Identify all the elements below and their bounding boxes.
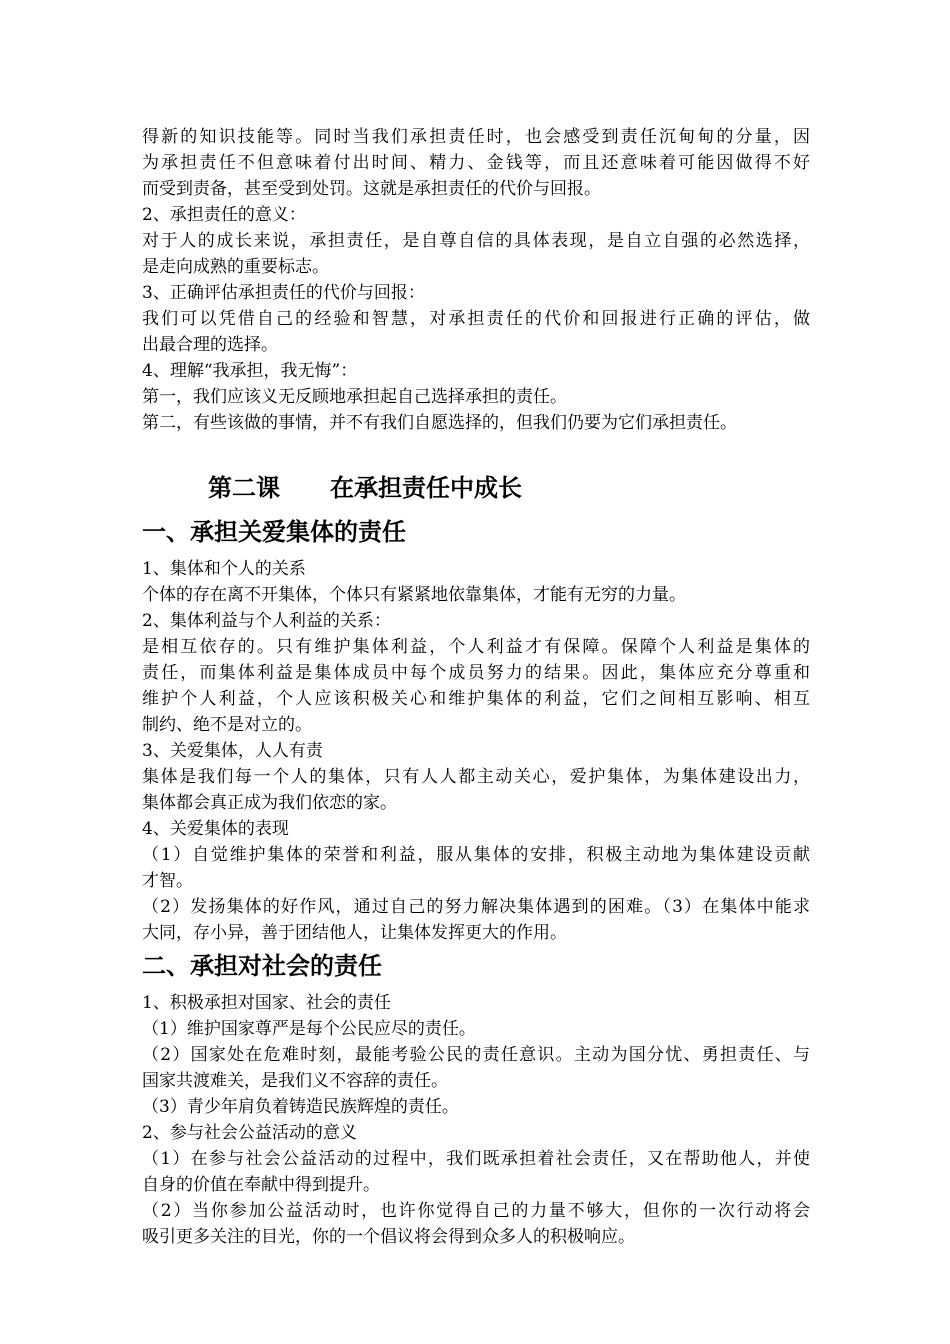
paragraph-line: （2）国家处在危难时刻，最能考验公民的责任意识。主动为国分忧、勇担责任、与 [142, 1045, 810, 1065]
paragraph-line: 集体是我们每一个人的集体，只有人人都主动关心，爱护集体，为集体建设出力， [142, 767, 810, 787]
intro-block [142, 124, 810, 436]
numbered-item-heading: 1、集体和个人的关系 [142, 559, 306, 579]
paragraph-line: 吸引更多关注的目光，你的一个倡议将会得到众多人的积极响应。 [142, 1227, 635, 1247]
paragraph-line: 第一，我们应该义无反顾地承担起自己选择承担的责任。 [142, 387, 567, 407]
section-heading: 一、承担关爱集体的责任 [142, 518, 406, 546]
lesson-title [142, 470, 810, 506]
section-body [142, 990, 810, 1250]
paragraph-line: 责任，而集体利益是集体成员中每个成员努力的结果。因此，集体应充分尊重和 [142, 663, 810, 683]
paragraph-line: 制约、绝不是对立的。 [142, 715, 312, 735]
paragraph-line: 第二，有些该做的事情，并不有我们自愿选择的，但我们仍要为它们承担责任。 [142, 413, 737, 433]
paragraph-line: 是走向成熟的重要标志。 [142, 257, 329, 277]
paragraph-line: 是相互依存的。只有维护集体利益，个人利益才有保障。保障个人利益是集体的 [142, 637, 810, 657]
numbered-item-heading: 3、正确评估承担责任的代价与回报： [142, 283, 425, 303]
lesson-name: 在承担责任中成长 [330, 474, 522, 502]
paragraph-line: （1）自觉维护集体的荣誉和利益，服从集体的安排，积极主动地为集体建设贡献 [142, 845, 810, 865]
lesson-number: 第二课 [208, 474, 280, 502]
paragraph-line: 我们可以凭借自己的经验和智慧，对承担责任的代价和回报进行正确的评估，做 [142, 309, 810, 329]
paragraph-line: 集体都会真正成为我们依恋的家。 [142, 793, 397, 813]
paragraph-line: 而受到责备，甚至受到处罚。这就是承担责任的代价与回报。 [142, 179, 601, 199]
paragraph-line: 对于人的成长来说，承担责任，是自尊自信的具体表现，是自立自强的必然选择， [142, 231, 810, 251]
paragraph-line: （1）维护国家尊严是每个公民应尽的责任。 [142, 1019, 476, 1039]
paragraph-line: 个体的存在离不开集体，个体只有紧紧地依靠集体，才能有无穷的力量。 [142, 585, 686, 605]
section-heading: 二、承担对社会的责任 [142, 952, 382, 980]
document-page [142, 124, 810, 1250]
numbered-item-heading: 2、集体利益与个人利益的关系： [142, 611, 391, 631]
paragraph-line: （1）在参与社会公益活动的过程中，我们既承担着社会责任，又在帮助他人，并使 [142, 1149, 810, 1169]
paragraph-line: 维护个人利益，个人应该积极关心和维护集体的利益，它们之间相互影响、相互 [142, 689, 810, 709]
numbered-item-heading: 4、理解“我承担，我无悔”： [142, 361, 358, 381]
paragraph-line: （3）青少年肩负着铸造民族辉煌的责任。 [142, 1097, 459, 1117]
paragraph-line: 国家共渡难关，是我们义不容辞的责任。 [142, 1071, 448, 1091]
paragraph-line: 大同，存小异，善于团结他人，让集体发挥更大的作用。 [142, 923, 567, 943]
paragraph-line: （2）发扬集体的好作风，通过自己的努力解决集体遇到的困难。（3）在集体中能求 [142, 897, 810, 917]
numbered-item-heading: 4、关爱集体的表现 [142, 819, 289, 839]
numbered-item-heading: 3、关爱集体，人人有责 [142, 741, 323, 761]
paragraph-line: 才智。 [142, 871, 193, 891]
paragraph-line: 得新的知识技能等。同时当我们承担责任时，也会感受到责任沉甸甸的分量，因 [142, 127, 810, 147]
paragraph-line: 为承担责任不但意味着付出时间、精力、金钱等，而且还意味着可能因做得不好 [142, 153, 810, 173]
paragraph-line: 自身的价值在奉献中得到提升。 [142, 1175, 380, 1195]
paragraph-line: （2）当你参加公益活动时，也许你觉得自己的力量不够大，但你的一次行动将会 [142, 1201, 810, 1221]
numbered-item-heading: 2、参与社会公益活动的意义 [142, 1123, 357, 1143]
numbered-item-heading: 1、积极承担对国家、社会的责任 [142, 993, 391, 1013]
numbered-item-heading: 2、承担责任的意义： [142, 205, 306, 225]
paragraph-line: 出最合理的选择。 [142, 335, 278, 355]
section-body [142, 556, 810, 946]
